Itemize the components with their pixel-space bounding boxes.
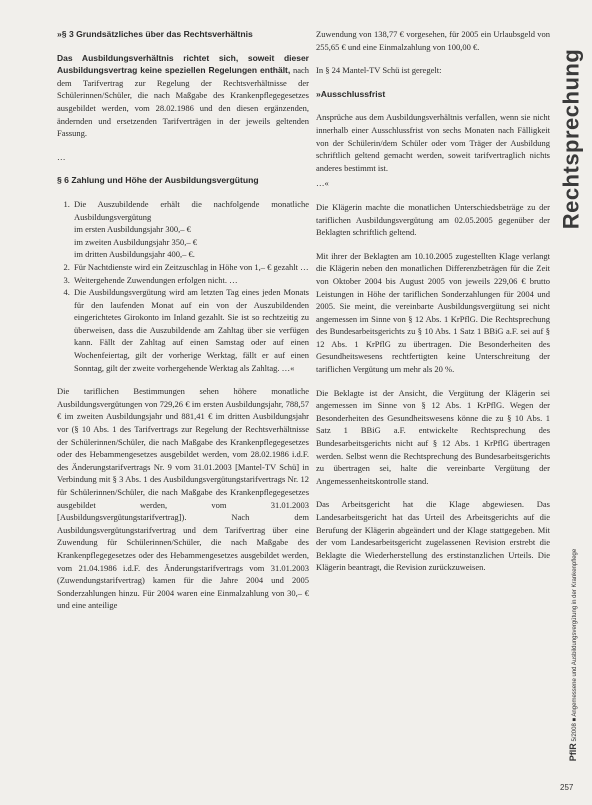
list-item: 2. Für Nachtdienste wird ein Zeitzuschlag in Höhe von 1,– € gezahlt … [72,261,309,274]
klage-paragraph: Mit ihrer der Beklagten am 10.10.2005 zugestellten Klage verlangt die Klägerin neben den monatlichen Differenzbeträgen für die Zeit von Oktober 2004 bis August 2005 von jeweils 229,06 € brutto Leistungen in Höhe der tariflichen Sonderzahlungen für 2004 und 2005. Sie meint, die vereinbarte Ausbildungsvergütung sei nicht angemessen im Sinne von § 12 Abs. 1 KrPflG. Die Rechtsprechung des Bundesarbeitsgerichts zu § 10 Abs. 1 Satz 1 BBiG a.F. sei auf § 12 Abs. 1 KrPflG zu übertragen. Die Besonderheiten des Gesundheitswesens rechtfertigten keine Unterschreitung der tariflichen Vergütung um mehr als 20 %. [316,250,550,375]
section3-heading: »§ 3 Grundsätzliches über das Rechtsverhältnis [57,29,253,39]
item1-text: Die Auszubildende erhält die nachfolgende monatliche Ausbildungsvergütung [74,198,309,222]
section-title-vertical [555,24,587,254]
list-item [72,198,309,261]
klaegerin-paragraph: Die Klägerin machte die monatlichen Unterschiedsbeträge zu der tariflichen Ausbildungsvergütung am 02.05.2005 gegenüber der Beklagten schriftlich geltend. [316,201,550,238]
section-title-text: Rechtsprechung [558,48,583,230]
section6-list [57,198,309,374]
list-item: 3. Weitergehende Zuwendungen erfolgen nicht. … [72,274,309,287]
page-number: 257 [560,783,574,792]
urteil-paragraph: Das Arbeitsgericht hat die Klage abgewiesen. Das Landesarbeitsgericht hat das Urteil des Arbeitsgerichts auf die Berufung der Klägerin abgeändert und der Klage stattgegeben. Mit der vom Landesarbeitsgericht zugelassenen Revision erstrebt die Beklagte die Wiederherstellung des erstinstanzlichen Urteils. Die Klägerin beantragt, die Revision zurückzuweisen. [316,499,550,573]
zuwendung-paragraph: Zuwendung von 138,77 € vorgesehen, für 2005 ein Urlaubsgeld von 255,65 € und eine Einmalzahlung von 100,00 €. [316,29,550,52]
rate-year3: im dritten Ausbildungsjahr 400,– €. [74,249,195,260]
quote-heading: »Ausschlussfrist [316,88,386,99]
ellipsis: … [57,151,66,162]
right-column [316,28,550,585]
section3-bold-text: Das Ausbildungsverhältnis richtet sich, soweit dieser Ausbildungsvertrag keine speziellen Regelungen enthält, [57,52,309,76]
section6-heading: § 6 Zahlung und Höhe der Ausbildungsvergütung [57,175,259,186]
beklagte-paragraph: Die Beklagte ist der Ansicht, die Vergütung der Klägerin sei angemessen im Sinne von § 12 Abs. 1 KrPflG. Wegen der Besonderheiten des Gesundheitswesens könne die zu § 10 Abs. 1 Satz 1 BBiG a.F. entwickelte Rechtsprechung des Bundesarbeitsgerichts nicht auf § 12 Abs. 1 KrPflG übertragen werden. Selbst wenn die Rechtsprechung des Bundesarbeitsgerichts zu übertragen sei, halte die vereinbarte Vergütung der Angemessenheitskontrolle stand. [316,387,550,486]
journal-footer-text [568,549,578,761]
rate-year1: im ersten Ausbildungsjahr 300,– € [74,224,191,235]
rate-year2: im zweiten Ausbildungsjahr 350,– € [74,236,198,247]
journal-issue-text: 5/2008 ■ Angemessene und Ausbildungsvergütung in der Krankenpflege [572,548,578,742]
left-column [57,28,309,623]
mantel-paragraph: In § 24 Mantel-TV Schü ist geregelt: [316,65,442,76]
journal-footer-vertical [566,530,580,780]
quote-end: …« [316,178,329,189]
rate-list [74,223,309,261]
tarif-paragraph: Die tariflichen Bestimmungen sehen höhere monatliche Ausbildungsvergütungen von 729,26 € im ersten Ausbildungsjahr, 788,57 € im zweiten Ausbildungsjahr und 881,41 € im dritten Ausbildungsjahr vor (§ 10 Abs. 1 des Tarifvertrags zur Regelung der Rechtsverhältnisse der Schülerinnen/Schüler, die nach Maßgabe des Krankenpflegegesetzes oder des Hebammengesetzes ausgebildet werden, vom 28.02.1986 i.d.F. des Änderungstarifvertrags Nr. 9 vom 31.01.2003 [Mantel-TV Schü] in Verbindung mit § 3 Abs. 1 des Ausbildungsvergütungstarifvertrags Nr. 12 für Schülerinnen/Schüler, die nach Maßgabe des Krankenpflegegesetzes ausgebildet werden, vom 31.01.2003 [Ausbildungsvergütungstarifvertrag]). Nach dem Ausbildungsvergütungstarifvertrag und dem Tarifvertrag über eine Zuwendung für Schülerinnen/Schüler, die nach Maßgabe des Krankenpflegegesetzes oder des Hebammengesetzes ausgebildet werden, vom 21.04.1986 i.d.F. des Änderungstarifvertrags vom 31.01.2003 (Zuwendungstarifvertrag) kamen für die Jahre 2004 und 2005 Sonderzahlungen hinzu. Für 2004 waren eine Einmalzahlung von 30,– € und eine anteilige [57,386,309,611]
journal-logo: PflR [568,743,578,762]
section3-rest-text: nach dem Tarifvertrag zur Regelung der Rechtsverhältnisse der Schülerinnen/Schüler, die nach Maßgabe des Krankenpflegegesetzes ausgebildet werden, vom 28.02.1986 und den diesen ergänzenden, ändernden und ersetzenden Tarifverträgen in der jeweils geltenden Fassung. [57,65,310,139]
section3-paragraph [57,52,309,140]
quote-text: Ansprüche aus dem Ausbildungsverhältnis verfallen, wenn sie nicht innerhalb einer Ausschlussfrist von sechs Monaten nach Fälligkeit von der Schülerin/dem Schüler oder vom Träger der Ausbildung schriftlich geltend gemacht werden, soweit tarifvertraglich nichts anderes bestimmt ist. [316,112,550,173]
list-item: 4. Die Ausbildungsvergütung wird am letzten Tag eines jeden Monats für den laufenden Monat auf ein von der Auszubildenden eingerichtetes Girokonto im Inland gezahlt. Sie ist so rechtzeitig zu überweisen, dass die Auszubildende am Zahltag über sie verfügen kann. Fällt der Zahltag auf einen Samstag oder auf einen Wochenfeiertag, gilt der vorherige Werktag, fällt er auf einen Sonntag, gilt der zweite vorhergehende Werktag als Zahltag. …« [72,286,309,374]
